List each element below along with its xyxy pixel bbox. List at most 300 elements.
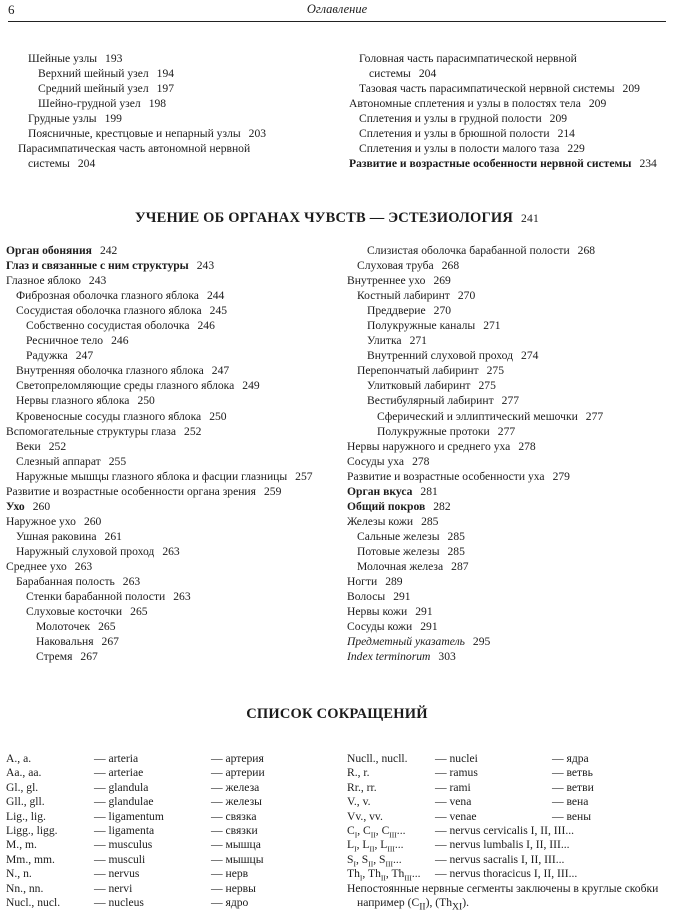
toc-entry-title: Вспомогательные структуры глаза [6,424,177,438]
toc-entry-page: 303 [438,650,456,664]
toc-entry-title: Полукружные протоки [377,424,490,438]
note-prefix: например (C [357,895,420,909]
toc-entry-page: 277 [501,394,520,408]
toc-top-right-column [349,51,667,171]
segment-letter: S [347,852,354,866]
toc-entry-title: Наружные мышцы глазного яблока и фасции глазницы [16,469,288,483]
toc-entry [349,81,667,96]
section-heading-page: 241 [521,212,540,225]
abbr-abbr: V., v. [347,795,371,809]
segment-latin: — nervus sacralis I, II, III... [435,852,565,866]
abbr-latin: — musculus [94,838,153,852]
segment-letter: C [363,823,371,837]
abbr-segment-row [347,867,669,881]
toc-entry-title: Орган вкуса [347,484,413,498]
toc-entry-page: 204 [77,157,96,171]
toc-entry [349,111,667,126]
toc-entry [347,363,669,378]
toc-entry [347,439,669,454]
abbr-latin: — ligamenta [94,823,155,837]
abbr-abbr: Nucl., nucl. [6,895,61,909]
toc-entry [18,96,338,111]
toc-entry [347,318,669,333]
toc-entry-page: 252 [48,439,67,453]
toc-entry-page: 277 [497,424,516,438]
abbr-russian: — железа [211,780,260,794]
toc-entry-page: 278 [518,439,536,453]
toc-entry-page: 270 [457,289,476,303]
toc-entry [347,544,669,559]
toc-entry [347,469,669,484]
toc-entry [6,393,341,408]
toc-entry [6,514,341,529]
toc-entry-title: Веки [16,439,41,453]
toc-entry-title: Сальные железы [357,529,440,543]
toc-entry-page: 257 [295,469,313,483]
toc-entry [347,514,669,529]
abbr-segment-row [347,824,669,838]
abbr-row [6,824,336,838]
toc-entry-page: 263 [74,559,93,573]
toc-entry [347,243,669,258]
abbr-latin: — glandulae [94,795,154,809]
toc-entry-title: Развитие и возрастные особенности органа зрения [6,484,256,498]
segment-symbols: $C_I$, $C_{II}$, $C_{III}$... [347,823,406,840]
toc-entry [347,529,669,544]
abbr-segment-row [347,853,669,867]
toc-entry-page: 268 [441,259,460,273]
toc-entry-title: Внутренний слуховой проход [367,349,514,363]
toc-entry-page: 265 [130,605,148,619]
abbr-russian: — нервы [211,881,256,895]
toc-entry-title: Преддверие [367,304,426,318]
toc-entry [6,589,341,604]
abbr-latin: — arteria [94,752,139,765]
toc-entry-title: Index terminorum [347,650,431,664]
toc-entry-title: Парасимпатическая часть автономной нервной [18,142,251,156]
segment-letter: Th [347,867,360,881]
toc-entry [6,454,341,469]
abbr-row [347,766,669,780]
abbr-abbr: Vv., vv. [347,809,383,823]
abbr-abbr: Mm., mm. [6,852,55,866]
toc-entry [6,258,341,273]
toc-entry-page: 197 [156,82,175,96]
segment-letter: Th [367,867,381,881]
section-heading-abbreviations [0,706,674,723]
toc-entry-title: Ухо [6,499,25,513]
toc-entry [347,273,669,288]
toc-entry-title: Радужка [26,349,68,363]
toc-entry [349,96,667,111]
abbr-note-line-1: Непостоянные нервные сегменты заключены в круглые скобки [347,881,659,895]
abbr-latin: — musculi [94,852,146,866]
toc-entry-title: Потовые железы [357,544,440,558]
abbr-latin: — venae [435,809,477,823]
toc-entry-title: Светопреломляющие среды глазного яблока [16,379,235,393]
toc-entry-title: Перепончатый лабиринт [357,364,479,378]
toc-entry-title: Средний шейный узел [38,82,149,96]
toc-entry-title: Сосуды кожи [347,620,413,634]
toc-entry-page: 203 [248,127,267,141]
toc-entry [6,378,341,393]
toc-entry-page: 246 [197,319,215,333]
toc-entry-page: 209 [622,82,640,96]
note-suffix: ). [462,895,469,909]
toc-entry-page: 265 [98,620,116,634]
toc-entry [18,141,338,156]
toc-entry-title: Глаз и связанные с ним структуры [6,259,189,273]
toc-entry-title: Сплетения и узлы в грудной полости [359,112,542,126]
toc-entry [6,243,341,258]
toc-entry-title: Фиброзная оболочка глазного яблока [16,289,199,303]
toc-entry-title: Стремя [36,650,73,664]
toc-entry [347,258,669,273]
toc-entry [6,499,341,514]
toc-entry-page: 275 [478,379,496,393]
toc-entry-title: Внутренняя оболочка глазного яблока [16,364,204,378]
abbr-latin: — glandula [94,780,149,794]
toc-entry-page: 252 [184,424,202,438]
toc-entry-page: 287 [451,559,469,573]
abbr-latin: — nucleus [94,895,144,909]
header-rule [8,21,666,22]
toc-entry-page: 199 [104,112,122,126]
toc-entry-title: Головная часть парасимпатической нервной [359,52,577,65]
toc-entry-page: 275 [486,364,505,378]
toc-entry-title: Наружное ухо [6,514,76,528]
toc-entry-page: 198 [148,97,167,111]
segment-letter: C [381,823,390,837]
abbr-left-table [6,752,336,910]
toc-entry-title: Сплетения и узлы в брюшной полости [359,127,550,141]
toc-entry [347,589,669,604]
toc-entry-page: 246 [111,334,129,348]
abbr-row [6,810,336,824]
abbr-russian: — мышца [211,838,261,852]
abbr-right-table [347,752,669,915]
toc-entry-page: 274 [521,349,539,363]
toc-entry-title: Собственно сосудистая оболочка [26,319,190,333]
abbr-abbr: Lig., lig. [6,809,46,823]
toc-entry-title: системы [28,157,70,171]
toc-entry-title: Внутреннее ухо [347,274,426,288]
toc-entry [347,424,669,439]
toc-entry [6,574,341,589]
toc-entry [347,303,669,318]
running-header-title: Оглавление [306,2,368,16]
toc-entry-page: 247 [75,349,94,363]
toc-entry-page: 268 [577,244,596,257]
toc-entry [6,529,341,544]
abbr-latin: — ramus [435,766,478,780]
abbr-row [347,810,669,824]
toc-entry [6,348,341,363]
toc-entry-page: 267 [80,650,98,664]
toc-entry-title: Шейно-грудной узел [38,97,141,111]
toc-entry-title: Слуховая труба [357,259,434,273]
toc-entry-title: Сосуды уха [347,454,405,468]
toc-entry-title: Волосы [347,590,386,604]
abbr-abbr: Rr., rr. [347,780,377,794]
abbr-russian: — артерии [211,766,265,780]
abbr-abbr: R., r. [347,766,370,780]
toc-entry-page: 260 [32,499,51,513]
toc-entry [18,51,338,66]
toc-entry-title: Нервы наружного и среднего уха [347,439,511,453]
toc-entry [349,126,667,141]
section-heading-esthesiology [0,210,674,227]
abbr-abbr: Aa., aa. [6,766,42,780]
toc-entry-title: Автономные сплетения и узлы в полостях тела [349,97,581,111]
abbr-russian: — ветвь [552,766,593,780]
segment-symbols: $L_I$, $L_{II}$, $L_{III}$... [347,838,404,854]
toc-entry-page: 263 [173,590,191,604]
abbr-russian: — нерв [211,867,249,881]
toc-entry-page: 278 [412,454,430,468]
abbr-segment-row [347,838,669,852]
toc-entry [6,363,341,378]
toc-main-left-column [6,243,341,664]
toc-entry-page: 282 [433,499,451,513]
toc-entry-page: 285 [447,529,465,543]
toc-entry-title: Костный лабиринт [357,289,450,303]
segment-symbols: $Th_I$, $Th_{II}$, $Th_{III}$... [347,867,421,883]
abbr-latin: — vena [435,795,472,809]
abbr-row [6,838,336,852]
toc-entry [18,126,338,141]
toc-entry-title: Слезный аппарат [16,454,101,468]
toc-entry [347,619,669,634]
toc-entry [347,378,669,393]
segment-letter: S [379,852,386,866]
toc-main-right-column [347,243,669,664]
toc-entry-title: Кровеносные сосуды глазного яблока [16,409,202,423]
segment-letter: S [361,852,369,866]
abbr-russian: — связка [211,809,257,823]
abbr-abbr: Gl., gl. [6,780,39,794]
toc-entry-title: Вестибулярный лабиринт [367,394,494,408]
abbr-latin: — nuclei [435,752,478,765]
abbr-heading-text: СПИСОК СОКРАЩЕНИЙ [246,706,428,722]
toc-entry-title: Сферический и эллиптический мешочки [377,409,578,423]
toc-entry [18,111,338,126]
toc-entry-title: Улитка [367,334,402,348]
segment-letter: L [380,838,388,852]
abbr-row [6,766,336,780]
toc-entry [6,424,341,439]
segment-latin: — nervus lumbalis I, II, III... [435,838,570,852]
segment-letter: Th [391,867,405,881]
abbr-abbr: M., m. [6,838,37,852]
abbr-note-line-2: например $(C_{II})$, $(Th_{XI})$. [357,895,469,913]
toc-entry [18,66,338,81]
toc-entry [347,288,669,303]
page-number: 6 [8,2,15,17]
abbr-latin: — nervi [94,881,133,895]
toc-entry [349,66,667,81]
toc-entry-title: Верхний шейный узел [38,67,149,81]
abbr-abbr: Gll., gll. [6,795,45,809]
toc-entry-page: 229 [567,142,585,156]
toc-entry-page: 243 [196,259,215,273]
toc-entry [6,409,341,424]
toc-entry [6,288,341,303]
abbr-russian: — вены [552,809,592,823]
toc-entry [6,469,341,484]
toc-entry-title: Наковальня [36,635,94,649]
toc-entry [6,604,341,619]
toc-entry [6,273,341,288]
abbr-russian: — ядра [552,752,589,765]
toc-entry-title: Поясничные, крестцовые и непарный узлы [28,127,241,141]
toc-entry [6,439,341,454]
segment-symbols: $S_I$, $S_{II}$, $S_{III}$... [347,852,402,869]
toc-top-left-column [18,51,338,171]
toc-entry-page: 250 [137,394,155,408]
toc-entry-page: 255 [108,454,127,468]
toc-entry-title: Улитковый лабиринт [367,379,471,393]
toc-entry [6,619,341,634]
toc-entry-page: 245 [209,304,228,318]
toc-entry-title: Тазовая часть парасимпатической нервной системы [359,82,615,96]
abbr-russian: — ядро [211,895,249,909]
toc-entry-page: 259 [263,484,282,498]
toc-entry-page: 209 [588,97,607,111]
abbr-row [6,853,336,867]
toc-entry [347,559,669,574]
toc-entry [6,484,341,499]
abbr-russian: — ветви [552,780,594,794]
toc-entry-page: 243 [88,274,107,288]
toc-entry-page: 261 [104,529,122,543]
toc-entry [347,574,669,589]
toc-entry-title: Сосудистая оболочка глазного яблока [16,304,202,318]
toc-entry-page: 267 [101,635,119,649]
toc-entry [347,454,669,469]
toc-entry-title: Ресничное тело [26,334,104,348]
toc-entry-title: Ногти [347,575,378,589]
toc-entry-page: 295 [472,635,491,649]
toc-entry-title: Молочная железа [357,559,444,573]
toc-entry-title: Глазное яблоко [6,274,81,288]
toc-entry-page: 269 [433,274,451,288]
toc-entry [6,544,341,559]
toc-entry [347,333,669,348]
toc-entry-page: 194 [156,67,175,81]
toc-entry [6,333,341,348]
toc-entry-title: Общий покров [347,499,426,513]
toc-entry [347,409,669,424]
abbr-latin: — nervus [94,867,140,881]
toc-entry-page: 281 [420,484,438,498]
toc-entry [6,649,341,664]
toc-entry [347,484,669,499]
abbr-russian: — железы [211,795,262,809]
abbr-row [6,867,336,881]
abbr-row [347,795,669,809]
abbr-row [6,882,336,896]
abbr-russian: — артерия [211,752,264,765]
toc-entry [349,156,667,171]
toc-entry-title: Барабанная полость [16,575,115,589]
toc-entry-page: 234 [639,157,657,171]
toc-entry-title: Ушная раковина [16,529,97,543]
toc-entry [6,634,341,649]
toc-entry-page: 279 [552,469,570,483]
toc-entry [347,634,669,649]
abbr-row [6,752,336,766]
toc-entry [347,604,669,619]
abbr-abbr: Nn., nn. [6,881,44,895]
abbr-row [6,795,336,809]
segment-letter: L [347,838,355,852]
abbr-latin: — arteriae [94,766,144,780]
abbr-latin: — rami [435,780,471,794]
toc-entry-title: Нервы кожи [347,605,408,619]
toc-entry-page: 193 [105,52,123,65]
toc-entry-page: 289 [385,575,403,589]
toc-entry-page: 244 [206,289,225,303]
toc-entry [6,559,341,574]
note-mid: ), (Th [425,895,453,909]
segment-letter: C [347,823,355,837]
abbr-abbr: A., a. [6,752,32,765]
toc-entry-page: 260 [83,514,102,528]
toc-entry [18,81,338,96]
toc-entry-page: 285 [421,514,439,528]
abbr-russian: — связки [211,823,258,837]
toc-entry-page: 291 [415,605,433,619]
toc-entry-page: 291 [420,620,438,634]
toc-entry-page: 270 [433,304,452,318]
toc-entry-page: 214 [557,127,575,141]
toc-entry [347,348,669,363]
toc-entry-title: Слуховые косточки [26,605,123,619]
toc-entry-title: Развитие и возрастные особенности уха [347,469,545,483]
segment-latin: — nervus cervicalis I, II, III... [435,823,575,837]
abbr-abbr: Nucll., nucll. [347,752,408,765]
toc-entry [18,156,338,171]
abbr-row [6,896,336,910]
toc-entry [6,318,341,333]
abbr-latin: — ligamentum [94,809,164,823]
toc-entry-page: 247 [211,364,230,378]
toc-entry-page: 285 [447,544,465,558]
toc-entry-page: 204 [418,67,437,81]
toc-entry-page: 277 [585,409,604,423]
toc-entry-title: Шейные узлы [28,52,98,65]
toc-entry [6,303,341,318]
toc-entry-title: Орган обоняния [6,244,92,257]
abbr-abbr: Ligg., ligg. [6,823,58,837]
toc-entry-title: Стенки барабанной полости [26,590,166,604]
toc-entry-title: Среднее ухо [6,559,67,573]
toc-entry-title: Молоточек [36,620,91,634]
toc-entry [349,141,667,156]
abbr-row [347,781,669,795]
toc-entry-title: Полукружные каналы [367,319,476,333]
toc-entry-page: 249 [242,379,260,393]
toc-entry-title: Наружный слуховой проход [16,544,155,558]
toc-entry-title: Грудные узлы [28,112,97,126]
toc-entry [347,393,669,408]
toc-entry-title: Железы кожи [347,514,414,528]
toc-entry-title: Сплетения и узлы в полости малого таза [359,142,560,156]
toc-entry-page: 209 [549,112,568,126]
toc-entry-page: 271 [483,319,501,333]
toc-entry-title: Нервы глазного яблока [16,394,130,408]
